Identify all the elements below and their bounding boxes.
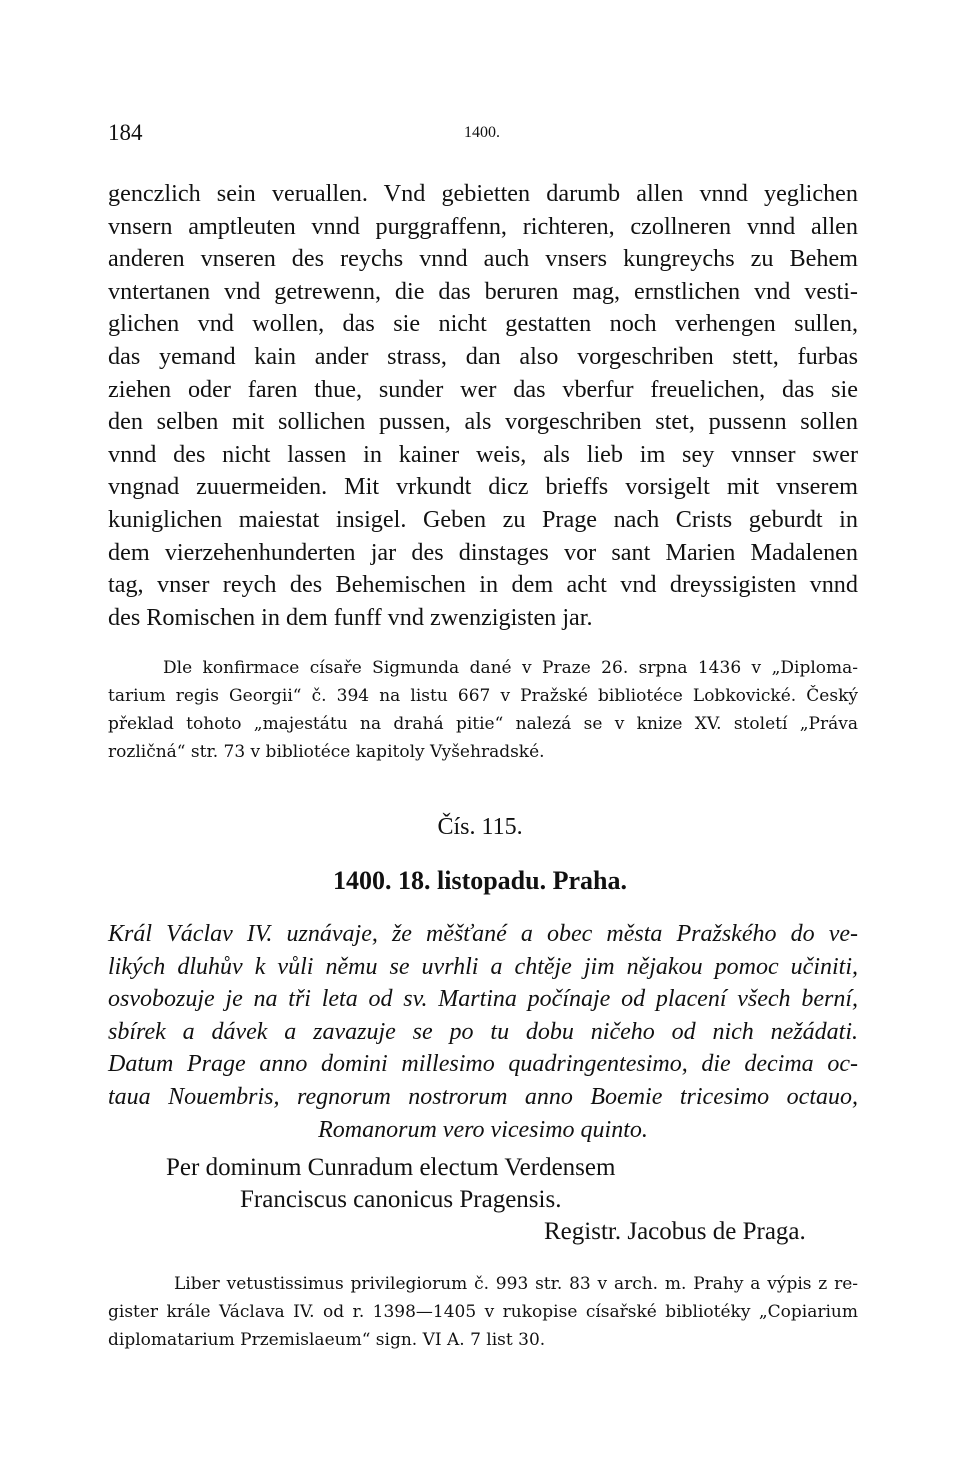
text-line: genczlich sein veruallen. Vnd gebietten darumb allen vnnd yeglichen (108, 180, 858, 207)
document-date-heading: 1400. 18. listopadu. Praha. (333, 866, 627, 895)
text-line: tag, vnser reych des Behemischen in dem acht vnd dreyssigisten vnnd (108, 571, 858, 599)
signature-line-1: Per dominum Cunradum electum Verdensem (166, 1154, 616, 1181)
regest-line: osvobozuje je na tři leta od sv. Martina počínaje od placení všech berní, (108, 986, 858, 1013)
note-line: tarium regis Georgii“ č. 394 na listu 667 v Pražské bibliotéce Lobkovické. Český (108, 686, 858, 706)
charter-text (108, 178, 858, 634)
text-line: anderen vnseren des reychs vnnd auch vnsers kungreychs zu Behem (108, 245, 858, 273)
regest-text (108, 918, 858, 1146)
note-line: Liber vetustissimus privilegiorum č. 993 str. 83 v arch. m. Prahy a výpis z re- (174, 1274, 858, 1294)
note-line: gister krále Václava IV. od r. 1398—1405 v rukopise císařské bibliotéky „Copiarium (108, 1302, 858, 1322)
regest-line: Romanorum vero vicesimo quinto. (318, 1116, 648, 1143)
regest-line: Král Václav IV. uznávaje, že měšťané a obec města Pražského do ve- (108, 921, 858, 947)
note-line: Dle konfirmace císaře Sigmunda dané v Praze 26. srpna 1436 v „Diploma- (163, 658, 858, 678)
page-header (108, 120, 858, 150)
regest-line: sbírek a dávek a zavazuje se po tu dobu ničeho od nich nežádati. (108, 1018, 858, 1045)
registrar-line: Registr. Jacobus de Praga. (544, 1218, 806, 1245)
source-note-1 (108, 654, 858, 766)
text-line: vngnad zuuermeiden. Mit vrkundt dicz brieffs vorsigelt mit vnserem (108, 473, 858, 501)
text-line: glichen vnd wollen, das sie nicht gestatten noch verhengen sullen, (108, 310, 858, 338)
note-line: diplomatarium Przemislaeum“ sign. VI A. 7 list 30. (108, 1330, 546, 1350)
text-line: des Romischen in dem funff vnd zwenzigisten jar. (108, 603, 593, 631)
text-line: dem vierzehenhunderten jar des dinstages vor sant Marien Madalenen (108, 538, 858, 566)
text-line: den selben mit sollichen pussen, als vorgeschriben stet, pussenn sollen (108, 408, 858, 436)
signature-line-2: Franciscus canonicus Pragensis. (240, 1186, 562, 1213)
text-line: kuniglichen maiestat insigel. Geben zu Prage nach Crists geburdt in (108, 505, 858, 533)
running-header-year: 1400. (464, 124, 500, 141)
text-line: vntertanen vnd getrewenn, die das beruren mag, ernstlichen vnd vesti- (108, 277, 858, 305)
text-line: das yemand kain ander strass, dan also vorgeschriben stett, furbas (108, 342, 858, 370)
regest-line: Datum Prage anno domini millesimo quadringentesimo, die decima oc- (108, 1051, 858, 1078)
document-number: Čís. 115. (437, 814, 523, 840)
text-line: vnnd des nicht lassen in kainer weis, als lieb im sey vnnser swer (108, 440, 858, 468)
note-line: překlad tohoto „majestátu na drahá pitie“ nalezá se v knize XV. století „Práva (108, 714, 858, 734)
page-number: 184 (108, 120, 143, 145)
regest-line: taua Nouembris, regnorum nostrorum anno Boemie tricesimo octauo, (108, 1083, 858, 1110)
text-line: ziehen oder faren thue, sunder wer das vberfur freuelichen, das sie (108, 375, 858, 403)
source-note-2 (108, 1270, 858, 1354)
note-line: rozličná“ str. 73 v bibliotéce kapitoly Vyšehradské. (108, 742, 545, 762)
regest-line: likých dluhův k vůli němu se uvrhli a chtěje jim nějakou pomoc učiniti, (108, 953, 858, 980)
text-line: vnsern amptleuten vnnd purggraffenn, richteren, czollneren vnnd allen (108, 212, 858, 240)
